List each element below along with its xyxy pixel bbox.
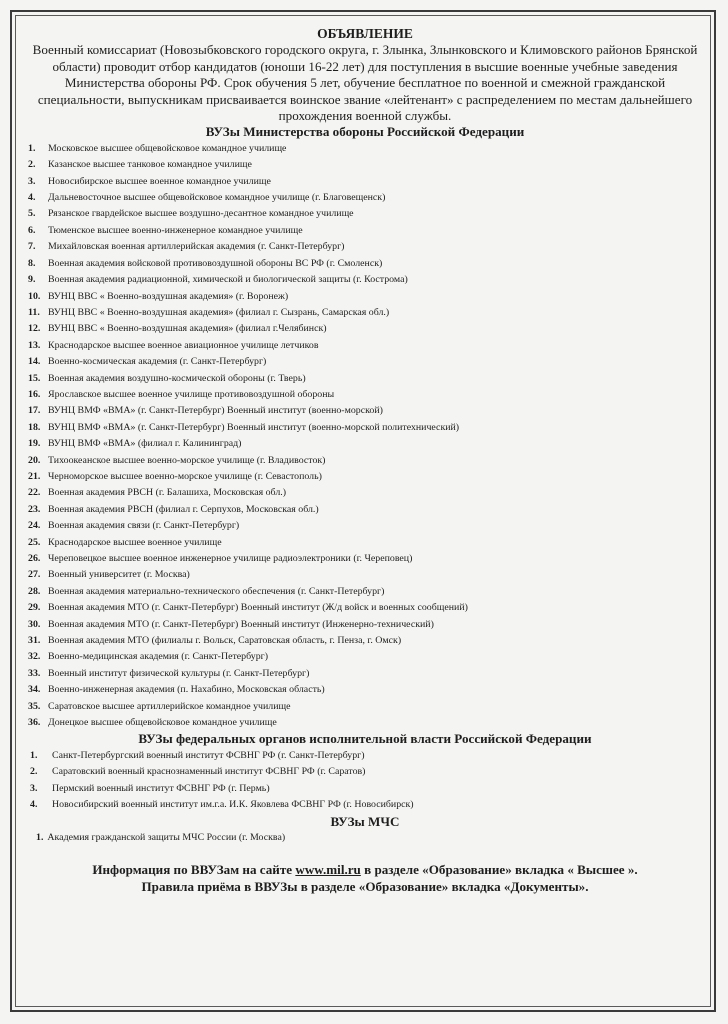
list-item-number: 13.: [28, 339, 41, 351]
list-item: [22, 567, 708, 583]
list-item-number: 17.: [28, 405, 41, 417]
list-item-number: 34.: [28, 684, 41, 696]
list-item-text: ВУНЦ ВМФ «ВМА» (г. Санкт-Петербург) Военный институт (военно-морской политехнический): [48, 421, 460, 433]
list-item-text: Казанское высшее танковое командное училище: [48, 159, 252, 171]
list-item-number: 3.: [28, 175, 36, 187]
list-item-text: Череповецкое высшее военное инженерное училище радиоэлектроники (г. Череповец): [48, 553, 413, 564]
footer-line-1-before: Информация по ВВУЗам на сайте: [92, 862, 296, 878]
list-item: [22, 174, 708, 190]
list-item-text: Краснодарское высшее военное авиационное училище летчиков: [48, 339, 319, 351]
list-item-number: 29.: [28, 602, 41, 614]
list-item: [22, 387, 708, 403]
list-item: [22, 633, 708, 649]
list-item-text: Черноморское высшее военно-морское училище (г. Севастополь): [48, 470, 322, 482]
list-item: [22, 305, 708, 321]
list-item-number: 1.: [36, 831, 44, 843]
list-item: [22, 485, 708, 501]
list-item: [22, 797, 708, 813]
list-item: [22, 781, 708, 797]
list-item-text: Военно-космическая академия (г. Санкт-Петербург): [48, 356, 267, 368]
list-item: [22, 371, 708, 387]
list-item: [22, 223, 708, 239]
list-item: [22, 584, 708, 600]
list-item: [22, 403, 708, 419]
announcement: [22, 26, 708, 895]
list-item: [22, 649, 708, 665]
footer-line-1: [22, 862, 708, 878]
list-item-text: Военная академия воздушно-космической обороны (г. Тверь): [48, 372, 306, 384]
list-item-number: 8.: [28, 257, 36, 269]
list-item-number: 33.: [28, 667, 41, 679]
list-item: [22, 617, 708, 633]
list-item: [22, 420, 708, 436]
list-item-text: Военная академия войсковой противовоздушной обороны ВС РФ (г. Смоленск): [48, 257, 383, 269]
list-item: [22, 272, 708, 288]
list-item-text: Новосибирское высшее военное командное училище: [48, 175, 271, 187]
list-item: [22, 518, 708, 534]
list-item-text: Военная академия МТО (филиалы г. Вольск, Саратовская область, г. Пенза, г. Омск): [48, 635, 402, 647]
list-item: [22, 699, 708, 715]
list-item-text: Новосибирский военный институт им.г.а. И.К. Яковлева ФСВНГ РФ (г. Новосибирск): [52, 799, 414, 811]
list-item: [22, 682, 708, 698]
footer-line-1-after: в разделе «Образование» вкладка « Высшее ».: [360, 862, 638, 878]
list-item: [22, 321, 708, 337]
list-item: [22, 141, 708, 157]
list-item-text: Саратовское высшее артиллерийское командное училище: [48, 700, 291, 712]
list-item-text: Пермский военный институт ФСВНГ РФ (г. Пермь): [52, 782, 270, 794]
list-item-number: 18.: [28, 421, 41, 433]
list-item-text: Московское высшее общевойсковое командное училище: [48, 142, 287, 154]
list-item-number: 1.: [28, 142, 36, 154]
list-item: [22, 190, 708, 206]
list-item-text: Рязанское гвардейское высшее воздушно-десантное командное училище: [48, 208, 354, 220]
list-item-text: Академия гражданской защиты МЧС России (г. Москва): [47, 831, 286, 843]
list-item-number: 36.: [28, 717, 41, 729]
mil-ru-link[interactable]: www.mil.ru: [295, 862, 361, 878]
list-item-number: 25.: [28, 536, 41, 548]
list-item: [22, 289, 708, 305]
list-item: [22, 206, 708, 222]
list-item: [22, 469, 708, 485]
list-item-text: Военная академия МТО (г. Санкт-Петербург) Военный институт (Инженерно-технический): [48, 618, 434, 630]
list-item: [22, 436, 708, 452]
list-item-text: ВУНЦ ВВС « Военно-воздушная академия» (филиал г. Сызрань, Самарская обл.): [48, 306, 390, 318]
list-item-number: 6.: [28, 224, 36, 236]
list-item-number: 30.: [28, 618, 41, 630]
list-item-number: 2.: [30, 766, 38, 778]
list-item: [22, 748, 708, 764]
list-item: [22, 600, 708, 616]
list-item-number: 10.: [28, 290, 41, 302]
list-item-number: 26.: [28, 553, 41, 564]
list-item: [22, 551, 708, 567]
list-item-text: Военная академия РВСН (г. Балашиха, Московская обл.): [48, 487, 287, 499]
footer-line-2: Правила приёма в ВВУЗы в разделе «Образование» вкладка «Документы».: [141, 878, 589, 894]
list-item: [22, 830, 708, 846]
list-item-number: 31.: [28, 635, 41, 647]
list-item-text: Дальневосточное высшее общевойсковое командное училище (г. Благовещенск): [48, 192, 386, 204]
list-item-text: Военно-инженерная академия (п. Нахабино, Московская область): [48, 684, 325, 696]
list-item-text: Краснодарское высшее военное училище: [48, 536, 222, 548]
list-item-text: ВУНЦ ВМФ «ВМА» (филиал г. Калининград): [48, 438, 242, 450]
list-item-number: 7.: [28, 241, 36, 253]
list-item-number: 5.: [28, 208, 36, 220]
federal-university-list: [22, 748, 708, 814]
list-item-number: 16.: [28, 388, 41, 400]
list-item-text: ВУНЦ ВМФ «ВМА» (г. Санкт-Петербург) Военный институт (военно-морской): [48, 405, 383, 417]
list-item: [22, 715, 708, 731]
list-item-number: 1.: [30, 749, 38, 761]
list-item-text: Военная академия радиационной, химической и биологической защиты (г. Кострома): [48, 274, 408, 286]
list-item-number: 4.: [28, 192, 36, 204]
list-item-number: 20.: [28, 454, 41, 466]
list-item-number: 32.: [28, 651, 41, 663]
announcement-intro: Военный комиссариат (Новозыбковского городского округа, г. Злынка, Злынковского и Климовского районов Брянской области) проводит отбор кандидатов (юноши 16-22 лет) для поступления в высшие военные учебные заведения Министерства обороны РФ. Срок обучения 5 лет, обучение бесплатное по военной и смежной гражданской специальности, выпускникам присваивается воинское звание «лейтенант» с распределением по местам дальнейшего прохождения военной службы.: [32, 42, 698, 124]
list-item: [22, 764, 708, 780]
list-item-number: 11.: [28, 306, 40, 318]
list-item-text: Санкт-Петербургский военный институт ФСВНГ РФ (г. Санкт-Петербург): [52, 749, 365, 761]
list-item-text: Военный университет (г. Москва): [48, 569, 190, 581]
list-item-text: Михайловская военная артиллерийская академия (г. Санкт-Петербург): [48, 241, 345, 253]
list-item-text: Военная академия РВСН (филиал г. Серпухов, Московская обл.): [48, 503, 319, 515]
list-item-number: 23.: [28, 503, 41, 515]
list-item-text: Донецкое высшее общевойсковое командное училище: [48, 717, 277, 729]
list-item: [22, 239, 708, 255]
list-item-number: 24.: [28, 520, 41, 532]
list-item-number: 28.: [28, 585, 41, 597]
list-item-text: ВУНЦ ВВС « Военно-воздушная академия» (г. Воронеж): [48, 290, 289, 302]
mod-university-list: [22, 141, 708, 732]
list-item-text: Военно-медицинская академия (г. Санкт-Петербург): [48, 651, 268, 663]
mod-section-heading: ВУЗы Министерства обороны Российской Федерации: [205, 124, 525, 140]
list-item-number: 12.: [28, 323, 41, 335]
list-item-number: 35.: [28, 700, 41, 712]
list-item-text: Тихоокеанское высшее военно-морское училище (г. Владивосток): [48, 454, 326, 466]
list-item-number: 22.: [28, 487, 41, 499]
list-item-number: 21.: [28, 470, 41, 482]
list-item-number: 4.: [30, 799, 38, 811]
list-item: [22, 256, 708, 272]
list-item-number: 27.: [28, 569, 41, 581]
list-item: [22, 338, 708, 354]
list-item-number: 15.: [28, 372, 41, 384]
list-item: [22, 453, 708, 469]
list-item-number: 9.: [28, 274, 36, 286]
list-item: [22, 354, 708, 370]
list-item-number: 2.: [28, 159, 36, 171]
list-item-number: 14.: [28, 356, 41, 368]
list-item-text: Тюменское высшее военно-инженерное командное училище: [48, 224, 303, 236]
list-item-text: Военная академия материально-технического обеспечения (г. Санкт-Петербург): [48, 585, 385, 597]
list-item-text: Ярославское высшее военное училище противовоздушной обороны: [48, 388, 335, 400]
list-item-text: ВУНЦ ВВС « Военно-воздушная академия» (филиал г.Челябинск): [48, 323, 327, 335]
federal-section-heading: ВУЗы федеральных органов исполнительной власти Российской Федерации: [138, 731, 592, 747]
list-item-text: Саратовский военный краснознаменный институт ФСВНГ РФ (г. Саратов): [52, 766, 366, 778]
list-item: [22, 535, 708, 551]
mchs-university-list: [22, 830, 708, 846]
list-item: [22, 666, 708, 682]
footer-info: [22, 862, 708, 895]
list-item-text: Военная академия связи (г. Санкт-Петербург): [48, 520, 240, 532]
list-item-number: 3.: [30, 782, 38, 794]
mchs-section-heading: ВУЗы МЧС: [330, 813, 400, 829]
list-item-number: 19.: [28, 438, 41, 450]
list-item: [22, 157, 708, 173]
announcement-title: ОБЪЯВЛЕНИЕ: [317, 26, 413, 41]
list-item: [22, 502, 708, 518]
list-item-text: Военный институт физической культуры (г. Санкт-Петербург): [48, 667, 310, 679]
list-item-text: Военная академия МТО (г. Санкт-Петербург) Военный институт (Ж/д войск и военных сообщений): [48, 602, 468, 614]
